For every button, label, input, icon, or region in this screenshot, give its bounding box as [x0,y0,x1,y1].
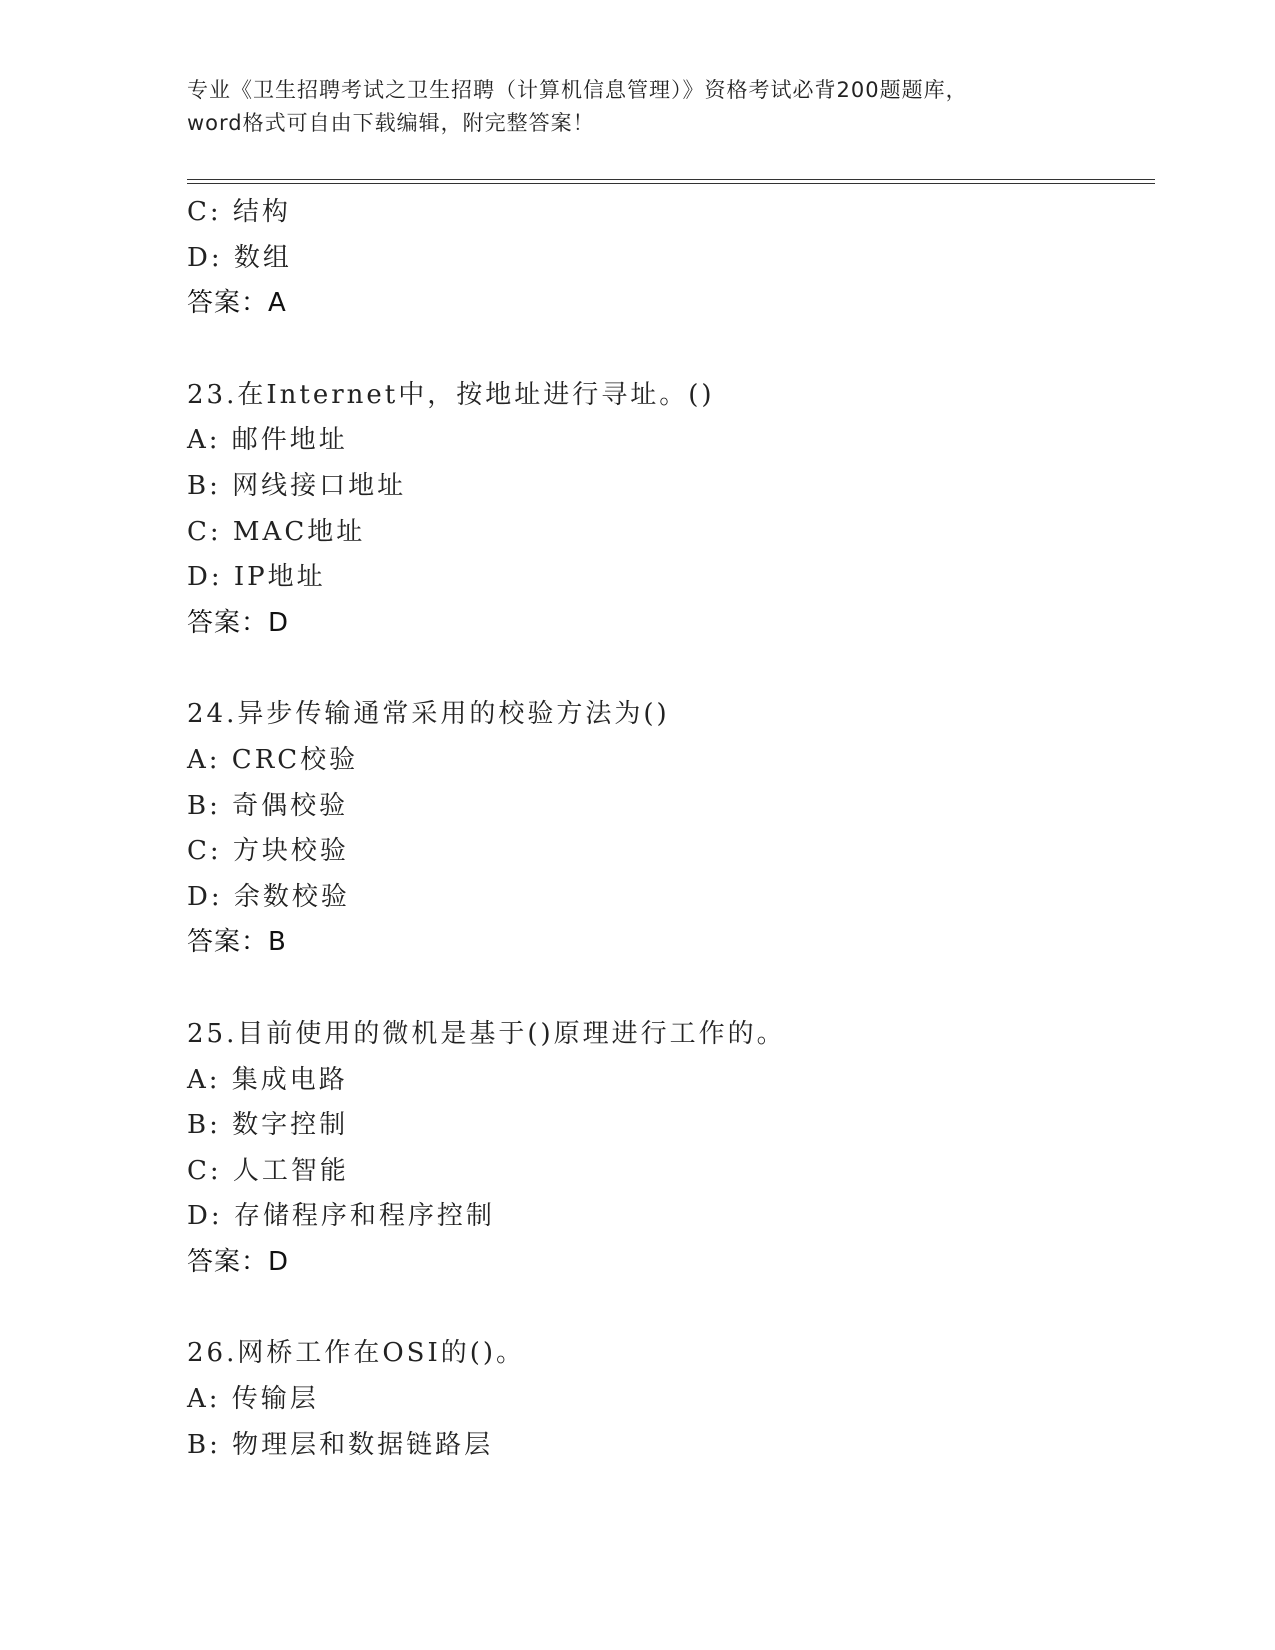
option-a: A: CRC校验 [187,744,359,775]
question-24 [187,692,1147,966]
header-divider-top [187,179,1155,180]
header-title-line-1: 专业《卫生招聘考试之卫生招聘（计算机信息管理）》资格考试必背200题题库， [187,78,968,102]
option-c: C: 方块校验 [187,836,349,867]
question-23 [187,373,1147,647]
header-divider-bottom [187,183,1155,184]
question-stem: 24.异步传输通常采用的校验方法为() [187,699,670,730]
option-a: A: 邮件地址 [187,425,348,456]
document-header [187,74,1087,140]
header-title-line-2: word格式可自由下载编辑，附完整答案！ [187,111,595,135]
question-spacer [187,1285,1147,1331]
question-spacer [187,646,1147,692]
option-b: B: 数字控制 [187,1110,349,1141]
option-d: D: IP地址 [187,562,326,593]
answer-line: 答案：D [187,1246,290,1277]
question-stem: 26.网桥工作在OSI的()。 [187,1338,526,1369]
option-b: B: 网线接口地址 [187,470,407,501]
question-list [187,190,1147,1468]
option-b: B: 物理层和数据链路层 [187,1429,494,1460]
answer-line: 答案：D [187,607,290,638]
option-c: C: 结构 [187,197,291,227]
question-stem: 25.目前使用的微机是基于()原理进行工作的。 [187,1018,786,1049]
question-22-continued [187,190,1147,327]
option-c: C: MAC地址 [187,516,366,547]
question-spacer [187,966,1147,1012]
option-d: D: 数组 [187,242,292,273]
question-spacer [187,327,1147,373]
answer-line: 答案：B [187,927,287,958]
question-26 [187,1331,1147,1468]
option-a: A: 集成电路 [187,1064,348,1095]
option-c: C: 人工智能 [187,1155,349,1186]
option-a: A: 传输层 [187,1384,319,1415]
option-d: D: 存储程序和程序控制 [187,1201,495,1232]
question-stem: 23.在Internet中，按地址进行寻址。() [187,379,715,410]
option-b: B: 奇偶校验 [187,790,349,821]
option-d: D: 余数校验 [187,881,350,912]
answer-line: 答案：A [187,288,287,319]
question-25 [187,1012,1147,1286]
